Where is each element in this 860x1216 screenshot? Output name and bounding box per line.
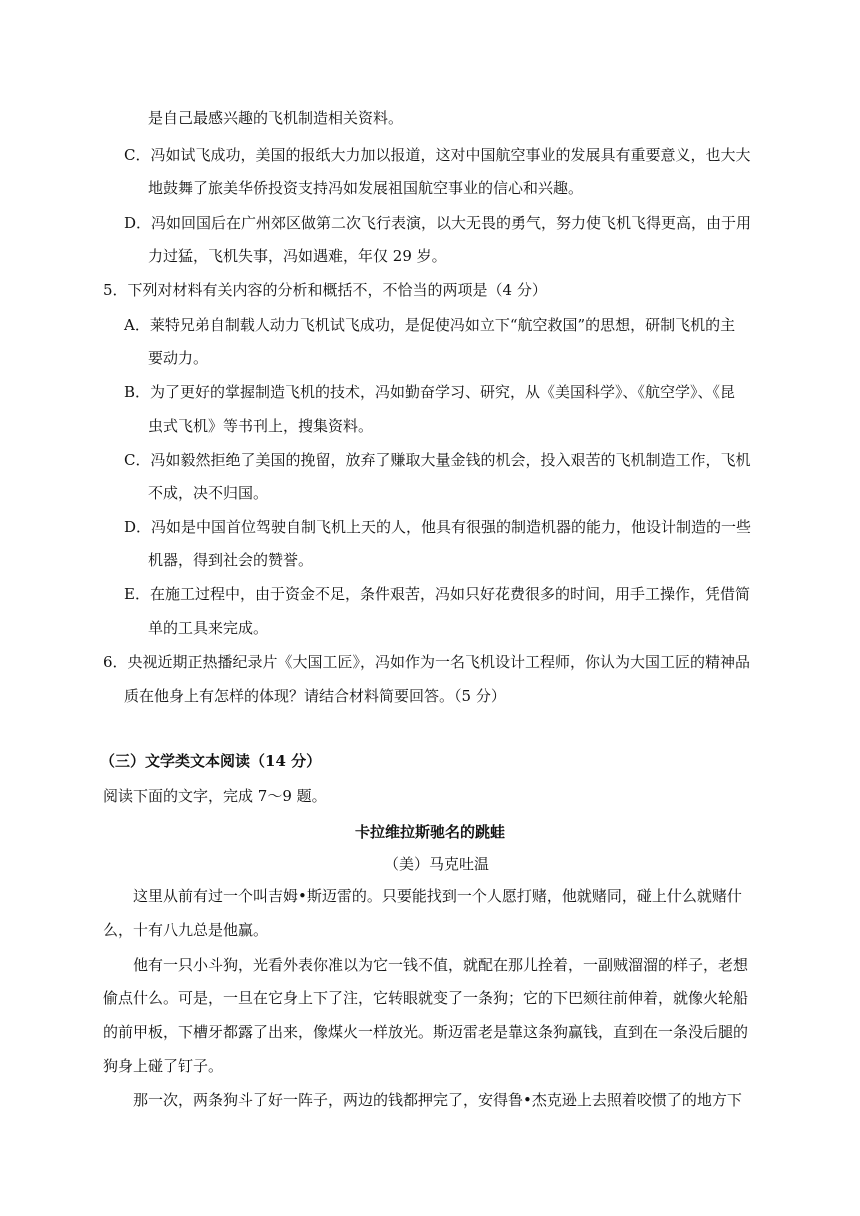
q5-option-c-line2: 不成，决不归国。 xyxy=(148,484,269,502)
section-heading: （三）文学类文本阅读（14 分） xyxy=(100,752,322,770)
story-paragraph-3-line1: 那一次，两条狗斗了好一阵子，两边的钱都押完了，安得鲁•杰克逊上去照着咬惯了的地方下 xyxy=(133,1091,742,1109)
q4-option-b-continuation: 是自己最感兴趣的飞机制造相关资料。 xyxy=(148,109,404,127)
q5-option-b-line2: 虫式飞机》等书刊上，搜集资料。 xyxy=(148,417,374,435)
q6-stem-line1: 6．央视近期正热播纪录片《大国工匠》，冯如作为一名飞机设计工程师，你认为大国工匠的精神品 xyxy=(103,653,751,671)
q5-option-c-line1: C．冯如毅然拒绝了美国的挽留，放弃了赚取大量金钱的机会，投入艰苦的飞机制造工作，飞机 xyxy=(124,451,751,469)
story-paragraph-2-line1: 他有一只小斗狗，光看外表你准以为它一钱不值，就配在那儿拴着，一副贼溜溜的样子，老想 xyxy=(133,956,749,974)
q4-option-c-line2: 地鼓舞了旅美华侨投资支持冯如发展祖国航空事业的信心和兴趣。 xyxy=(148,179,584,197)
story-paragraph-1-line2: 么，十有八九总是他赢。 xyxy=(103,921,269,939)
q5-option-e-line2: 单的工具来完成。 xyxy=(148,619,269,637)
q5-option-a-line2: 要动力。 xyxy=(148,349,209,367)
story-paragraph-2-line3: 的前甲板，下槽牙都露了出来，像煤火一样放光。斯迈雷老是靠这条狗赢钱，直到在一条没后腿的 xyxy=(103,1023,749,1041)
q4-option-d-line2: 力过猛，飞机失事，冯如遇难，年仅 29 岁。 xyxy=(148,247,447,265)
q5-option-d-line2: 机器，得到社会的赞誉。 xyxy=(148,551,314,569)
story-paragraph-1-line1: 这里从前有过一个叫吉姆•斯迈雷的。只要能找到一个人愿打赌，他就赌同，碰上什么就赌什 xyxy=(133,887,742,905)
q5-option-d-line1: D．冯如是中国首位驾驶自制飞机上天的人，他具有很强的制造机器的能力，他设计制造的一些 xyxy=(124,518,752,536)
q4-option-c-line1: C．冯如试飞成功，美国的报纸大力加以报道，这对中国航空事业的发展具有重要意义，也大大 xyxy=(124,146,751,164)
section-instruction: 阅读下面的文字，完成 7～9 题。 xyxy=(103,787,327,805)
q5-option-b-line1: B．为了更好的掌握制造飞机的技术，冯如勤奋学习、研究，从《美国科学》、《航空学》、《昆 xyxy=(124,383,736,401)
story-title: 卡拉维拉斯驰名的跳蛙 xyxy=(355,823,506,841)
q4-option-d-line1: D．冯如回国后在广州郊区做第二次飞行表演，以大无畏的勇气，努力使飞机飞得更高，由于用 xyxy=(124,214,752,232)
q5-stem: 5．下列对材料有关内容的分析和概括不，不恰当的两项是（4 分） xyxy=(103,281,547,299)
story-paragraph-2-line4: 狗身上碰了钉子。 xyxy=(103,1057,224,1075)
story-paragraph-2-line2: 偷点什么。可是，一旦在它身上下了注，它转眼就变了一条狗；它的下巴颏往前伸着，就像火轮船 xyxy=(103,989,749,1007)
q5-option-e-line1: E．在施工过程中，由于资金不足，条件艰苦，冯如只好花费很多的时间，用手工操作，凭借简 xyxy=(124,585,750,603)
q5-option-a-line1: A．莱特兄弟自制载人动力飞机试飞成功，是促使冯如立下“航空救国”的思想，研制飞机的主 xyxy=(124,316,736,334)
q6-stem-line2: 质在他身上有怎样的体现？请结合材料简要回答。（5 分） xyxy=(124,687,506,705)
story-author: （美）马克吐温 xyxy=(384,855,490,873)
